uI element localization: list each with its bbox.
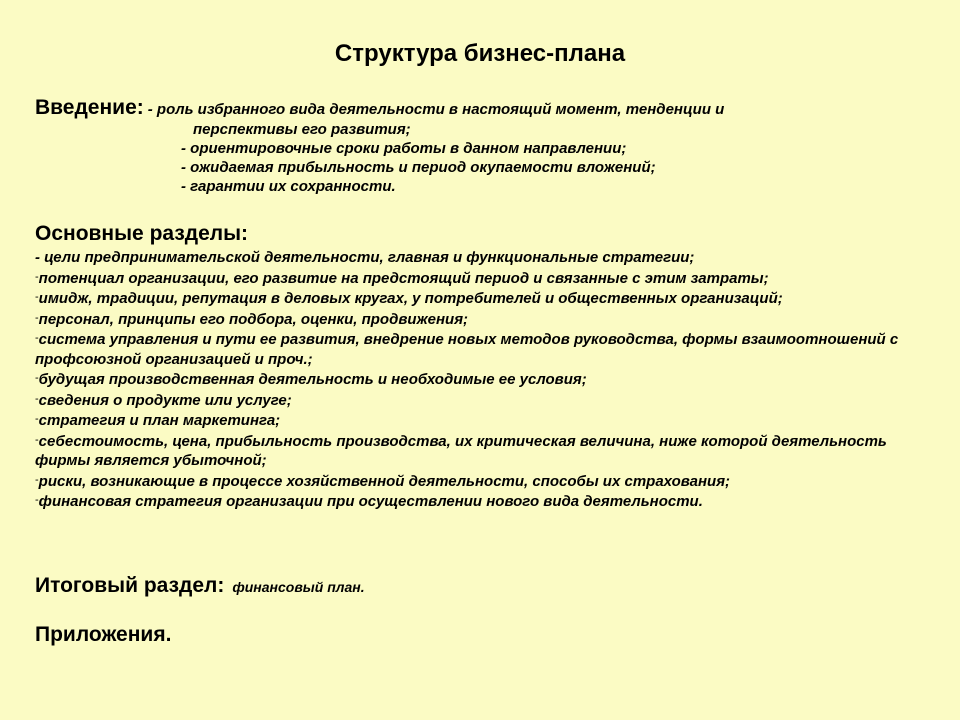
- main-list-item-text: стратегия и план маркетинга;: [38, 412, 281, 429]
- intro-item: - ориентировочные сроки работы в данном направлении;: [181, 140, 627, 157]
- dash-marker: -: [35, 291, 39, 303]
- intro-section: [35, 96, 935, 196]
- main-list-item: [35, 410, 935, 431]
- main-list-item-text: риски, возникающие в процессе хозяйственной деятельности, способы их страхования;: [38, 472, 731, 490]
- intro-item: - гарантии их сохранности.: [181, 178, 396, 195]
- main-list-item: [35, 309, 935, 330]
- main-list-item-text: потенциал организации, его развитие на предстоящий период и связанные с этим затраты;: [38, 269, 769, 287]
- dash-marker: -: [35, 433, 39, 446]
- main-list-item-first: - цели предпринимательской деятельности, главная и функциональные стратегии;: [35, 249, 695, 266]
- dash-marker: -: [35, 311, 39, 324]
- main-list-item-text: персонал, принципы его подбора, оценки, продвижения;: [38, 310, 469, 328]
- appendix-heading: Приложения.: [35, 623, 172, 646]
- main-list-item-text: финансовая стратегия организации при осуществлении нового вида деятельности.: [38, 493, 703, 510]
- dash-marker: -: [35, 332, 39, 344]
- main-list-item: [35, 329, 935, 369]
- main-list-item-text: себестоимость, цена, прибыльность производства, их критическая величина, ниже которой деятельность фирмы является убыточной;: [35, 432, 887, 469]
- intro-head-row: [35, 96, 935, 120]
- dash-marker: -: [35, 392, 39, 405]
- main-list-item: [35, 471, 935, 492]
- dash-marker: -: [35, 413, 39, 425]
- main-list-item: [35, 431, 935, 471]
- main-heading: Основные разделы:: [35, 222, 249, 245]
- main-section: [35, 222, 935, 512]
- slide-title: Структура бизнес-плана: [334, 40, 626, 67]
- intro-item: - ожидаемая прибыльность и период окупаемости вложений;: [181, 159, 656, 176]
- final-heading: Итоговый раздел:: [35, 574, 225, 597]
- main-list-item-text: система управления и пути ее развития, внедрение новых методов руководства, формы взаимоотношений с профсоюзной организацией и проч.;: [35, 331, 899, 368]
- final-section: [35, 574, 365, 598]
- main-list: [35, 248, 935, 512]
- main-list-item-text: будущая производственная деятельность и необходимые ее условия;: [38, 371, 587, 388]
- main-list-item: [35, 369, 935, 390]
- main-list-item-text: сведения о продукте или услуге;: [38, 391, 292, 409]
- intro-item-first: - роль избранного вида деятельности в настоящий момент, тенденции и: [147, 101, 725, 118]
- dash-marker: -: [35, 372, 39, 384]
- dash-marker: -: [35, 494, 39, 506]
- main-list-item: [35, 390, 935, 411]
- dash-marker: -: [35, 473, 39, 486]
- main-list-item-text: имидж, традиции, репутация в деловых кругах, у потребителей и общественных организаций;: [38, 290, 783, 307]
- dash-marker: -: [35, 270, 39, 283]
- main-list-item: [35, 268, 935, 289]
- intro-item-first-continuation: перспективы его развития;: [193, 121, 411, 138]
- intro-heading: Введение:: [35, 96, 144, 119]
- main-list-item: [35, 491, 935, 512]
- appendix-section: [35, 623, 171, 647]
- main-list-item: [35, 288, 935, 309]
- final-text: финансовый план.: [232, 579, 365, 595]
